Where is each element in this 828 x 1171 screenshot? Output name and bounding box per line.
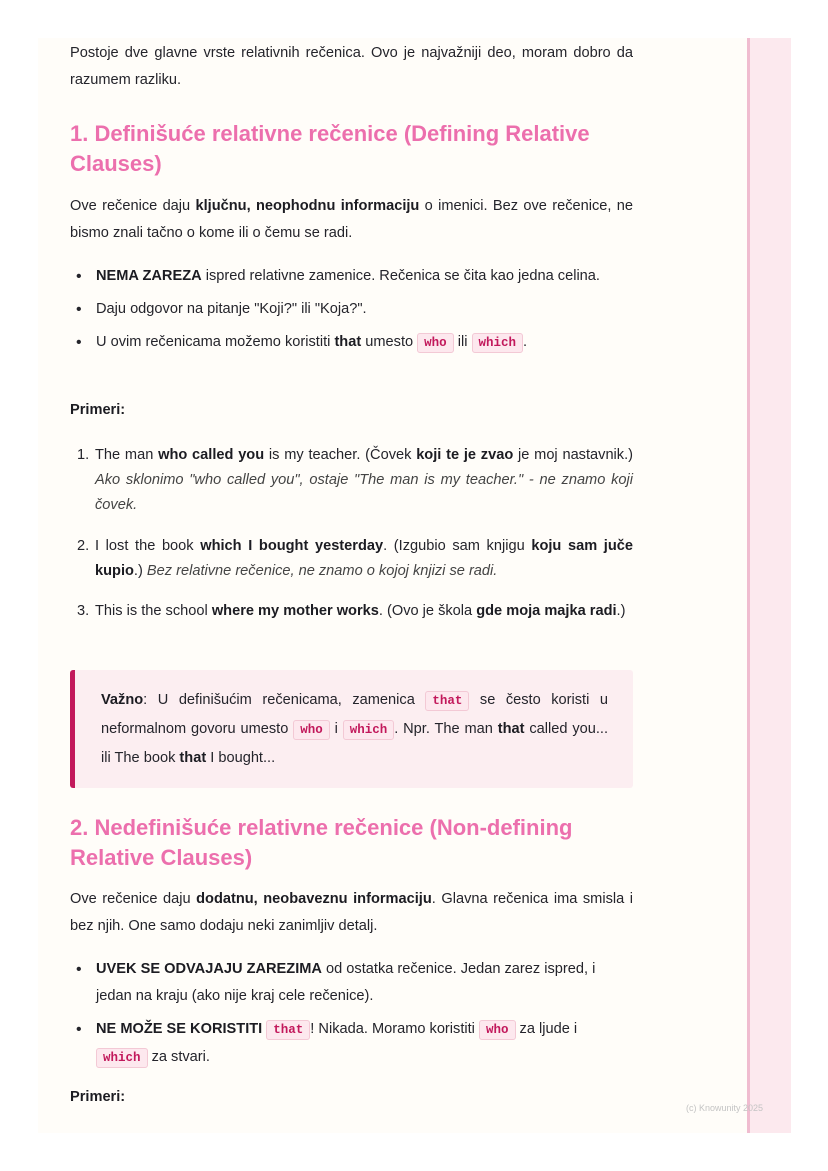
text: o imenici. Bez ove rečenice, ne bismo znali tačno o kome ili o čemu se radi. bbox=[70, 198, 633, 241]
code-who: who bbox=[293, 720, 330, 740]
list-item bbox=[70, 296, 610, 323]
list-number: 1. bbox=[77, 447, 90, 463]
section1-heading: 1. Definišuće relativne rečenice (Defining Relative Clauses) bbox=[70, 121, 590, 176]
text: I lost the book bbox=[95, 538, 201, 554]
text: je moj nastavnik.) bbox=[513, 447, 634, 463]
code-which: which bbox=[343, 720, 395, 740]
text: .) bbox=[616, 603, 626, 619]
text: umesto bbox=[361, 334, 418, 350]
bold-text: Važno bbox=[101, 692, 144, 708]
list-item bbox=[70, 1016, 610, 1072]
text: se često koristi u neformalnom govoru umesto bbox=[101, 692, 609, 737]
text: . Npr. The man bbox=[394, 721, 498, 737]
code-who: who bbox=[479, 1020, 516, 1040]
code-which: which bbox=[472, 333, 524, 353]
italic-note: Ako sklonimo "who called you", ostaje "The man is my teacher." - ne znamo koji čovek. bbox=[95, 472, 633, 513]
text: Ove rečenice daju bbox=[70, 198, 196, 214]
bold-text: NE MOŽE SE KORISTITI bbox=[96, 1021, 263, 1037]
text: i bbox=[329, 721, 343, 737]
bold-text: NEMA ZAREZA bbox=[96, 268, 202, 284]
text: This is the school bbox=[95, 603, 212, 619]
section2-paragraph bbox=[70, 886, 633, 940]
important-callout bbox=[70, 670, 633, 788]
section2-heading: 2. Nedefinišuće relativne rečenice (Non-defining Relative Clauses) bbox=[70, 815, 573, 870]
text: Daju odgovor na pitanje "Koji?" ili "Koja?". bbox=[96, 301, 367, 317]
bold-text: koji te je zvao bbox=[416, 447, 514, 463]
list-number: 3. bbox=[77, 603, 90, 619]
text: ispred relativne zamenice. Rečenica se čita kao jedna celina. bbox=[201, 268, 600, 284]
italic-note: Bez relativne rečenice, ne znamo o kojoj knjizi se radi. bbox=[146, 563, 498, 579]
margin-strip bbox=[747, 38, 791, 1133]
text: za ljude i bbox=[515, 1021, 578, 1037]
text: The man bbox=[95, 447, 159, 463]
bold-text: gde moja majka radi bbox=[476, 603, 617, 619]
section1-examples bbox=[70, 443, 633, 518]
examples-label-2 bbox=[70, 1084, 633, 1111]
text: za stvari. bbox=[147, 1049, 210, 1065]
list-item bbox=[70, 956, 610, 1010]
text: : U definišućim rečenicama, zamenica bbox=[143, 692, 426, 708]
bold-text: where my mother works bbox=[211, 603, 379, 619]
bold-text: koju sam juče kupio bbox=[95, 538, 633, 579]
section1-examples-3 bbox=[70, 599, 633, 624]
examples-label bbox=[70, 397, 633, 424]
bold-text: that bbox=[334, 334, 362, 350]
text: od ostatka rečenice. Jedan zarez ispred, i jedan na kraju (ako nije kraj cele rečenice). bbox=[96, 961, 596, 1004]
document-page bbox=[38, 38, 791, 1133]
text: . (Izgubio sam knjigu bbox=[383, 538, 532, 554]
bold-text: that bbox=[497, 721, 525, 737]
bold-text: that bbox=[179, 750, 207, 766]
bold-text: who called you bbox=[158, 447, 265, 463]
text: . (Ovo je škola bbox=[378, 603, 477, 619]
text: ili bbox=[453, 334, 472, 350]
text: U ovim rečenicama možemo koristiti bbox=[96, 334, 335, 350]
text: . Glavna rečenica ima smisla i bez njih. One samo dodaju neki zanimljiv detalj. bbox=[70, 891, 634, 934]
list-number: 2. bbox=[77, 538, 90, 554]
bold-text: ključnu, neophodnu informaciju bbox=[195, 198, 420, 214]
text: .) bbox=[133, 563, 147, 579]
code-that: that bbox=[425, 691, 469, 711]
bold-text: UVEK SE ODVAJAJU ZAREZIMA bbox=[96, 961, 322, 977]
bold-text: Primeri: bbox=[70, 402, 126, 418]
code-that: that bbox=[266, 1020, 310, 1040]
margin-line bbox=[747, 38, 750, 1133]
example-item bbox=[70, 534, 633, 584]
bold-text: which I bought yesterday bbox=[200, 538, 384, 554]
text: called you... ili The book bbox=[101, 721, 609, 766]
code-which: which bbox=[96, 1048, 148, 1068]
code-who: who bbox=[417, 333, 454, 353]
text: Ove rečenice daju bbox=[70, 891, 197, 907]
example-item bbox=[70, 599, 633, 624]
section2-bullets bbox=[70, 956, 610, 1078]
text: is my teacher. (Čovek bbox=[264, 447, 417, 463]
intro-paragraph: Postoje dve glavne vrste relativnih rečenica. Ovo je najvažniji deo, moram dobro da razumem razliku. bbox=[70, 45, 633, 88]
section1-examples-2 bbox=[70, 534, 633, 584]
list-item bbox=[70, 329, 610, 357]
copyright-footer: (c) Knowunity 2025 bbox=[686, 1103, 764, 1113]
bold-text: Primeri: bbox=[70, 1089, 126, 1105]
section1-bullets bbox=[70, 263, 610, 363]
callout-text bbox=[101, 686, 608, 772]
text: ! Nikada. Moramo koristiti bbox=[310, 1021, 479, 1037]
text: . bbox=[523, 334, 528, 350]
bold-text: dodatnu, neobaveznu informaciju bbox=[196, 891, 432, 907]
text: I bought... bbox=[206, 750, 276, 766]
section1-paragraph bbox=[70, 193, 633, 247]
list-item bbox=[70, 263, 610, 290]
example-item bbox=[70, 443, 633, 518]
